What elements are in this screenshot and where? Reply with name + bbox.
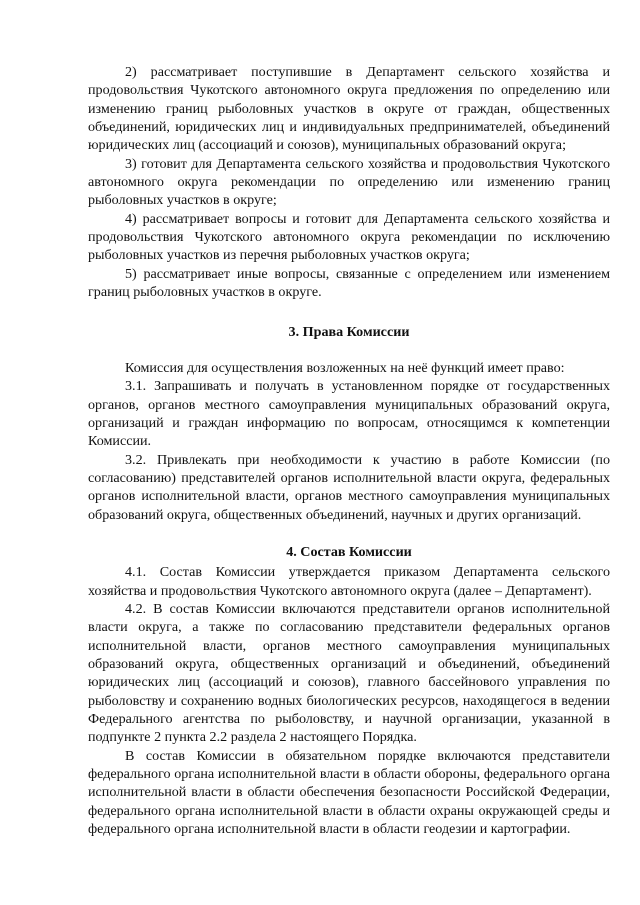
section-3-intro: Комиссия для осуществления возложенных на неё функций имеет право: — [125, 359, 565, 376]
clause-4-1: 4.1. Состав Комиссии утверждается приказом Департамента сельского хозяйства и продовольствия Чукотского автономного округа (далее – Департамент). — [88, 564, 610, 599]
clause-4-2-mandatory-members: В состав Комиссии в обязательном порядке включаются представители федерального органа исполнительной власти в области обороны, федерального органа исполнительной власти в области обеспечения безопасности Российской Федерации, федерального органа исполнительной власти в области охраны окружающей среды и федерального органа исполнительной власти в области геодезии и картографии. — [88, 747, 610, 838]
section-4-heading: 4. Состав Комиссии — [286, 543, 412, 560]
clause-4-2: 4.2. В состав Комиссии включаются представители органов исполнительной власти округа, а также по согласованию представители федеральных органов исполнительной власти, органов местного самоуправления муниципальных образований округа, общественных организаций и объединений, объединений юридических лиц (ассоциаций и союзов), главного бассейнового управления по рыболовству и сохранению водных биологических ресурсов, находящегося в ведении Федерального агентства по рыболовству, и научной организации, указанной в подпункте 2 пункта 2.2 раздела 2 настоящего Порядка. — [88, 600, 610, 746]
function-item-4: 4) рассматривает вопросы и готовит для Департамента сельского хозяйства и продовольствия Чукотского автономного округа рекомендации по исключению рыболовных участков из перечня рыболовных участков округа; — [88, 210, 610, 264]
function-item-3: 3) готовит для Департамента сельского хозяйства и продовольствия Чукотского автономного округа рекомендации по определению или изменению границ рыболовных участков в округе; — [88, 155, 610, 209]
function-item-2: 2) рассматривает поступившие в Департамент сельского хозяйства и продовольствия Чукотского автономного округа предложения по определению или изменению границ рыболовных участков в округе от граждан, общественных объединений, юридических лиц и индивидуальных предпринимателей, объединений юридических лиц (ассоциаций и союзов), муниципальных образований округа; — [88, 64, 610, 154]
section-3-heading: 3. Права Комиссии — [288, 324, 410, 341]
clause-3-1: 3.1. Запрашивать и получать в установленном порядке от государственных органов, органов местного самоуправления муниципальных образований округа, организаций и граждан информацию по вопросам, относящимся к компетенции Комиссии. — [88, 378, 610, 450]
document-page — [88, 63, 610, 838]
clause-3-2: 3.2. Привлекать при необходимости к участию в работе Комиссии (по согласованию) представителей органов исполнительной власти округа, федеральных органов исполнительной власти, органов местного самоуправления муниципальных образований округа, общественных объединений, научных и других организаций. — [88, 451, 610, 523]
function-item-5: 5) рассматривает иные вопросы, связанные с определением или изменением границ рыболовных участков в округе. — [88, 265, 610, 301]
